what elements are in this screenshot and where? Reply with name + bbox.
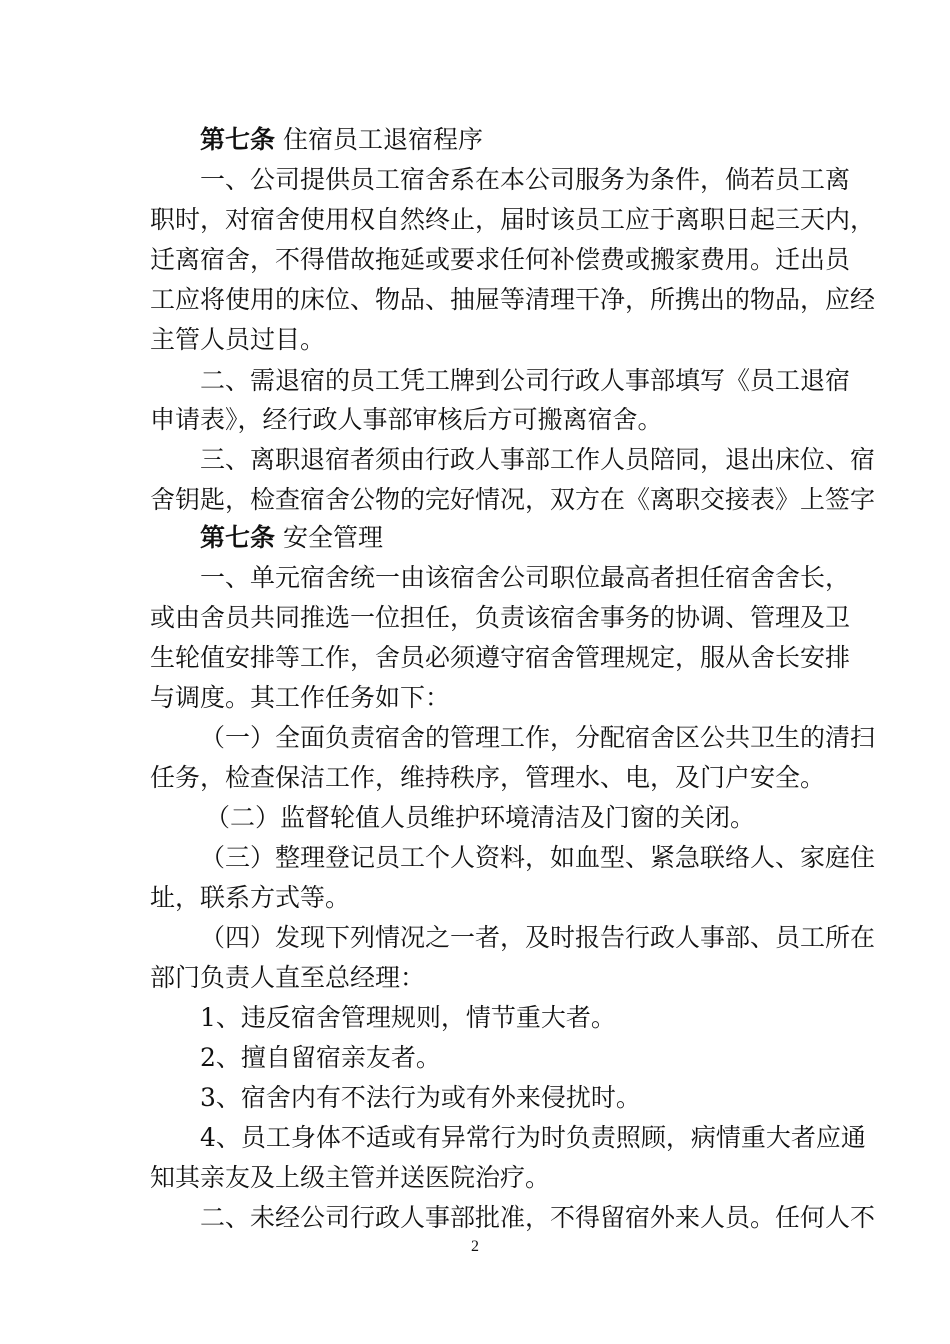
paragraph-line: 与调度。其工作任务如下： [150,683,451,712]
paragraph-line: 部门负责人直至总经理： [150,963,426,992]
paragraph-line: 舍钥匙，检查宿舍公物的完好情况，双方在《离职交接表》上签字 [150,485,876,514]
paragraph-line: 一、单元宿舍统一由该宿舍公司职位最高者担任宿舍舍长， [200,563,851,592]
list-item: 1、违反宿舍管理规则，情节重大者。 [200,1003,616,1032]
paragraph-line: （二）监督轮值人员维护环境清洁及门窗的关闭。 [205,803,756,832]
paragraph-line: 生轮值安排等工作，舍员必须遵守宿舍管理规定，服从舍长安排 [150,643,851,672]
paragraph-line: 迁离宿舍，不得借故拖延或要求任何补偿费或搬家费用。迁出员 [150,245,851,274]
paragraph-line: （三）整理登记员工个人资料，如血型、紧急联络人、家庭住 [200,843,876,872]
heading-title: 安全管理 [282,523,383,552]
section-heading [200,120,812,160]
paragraph-line: 或由舍员共同推选一位担任，负责该宿舍事务的协调、管理及卫 [150,603,851,632]
heading-number: 第七条 [200,125,276,154]
paragraph-line: 二、需退宿的员工凭工牌到公司行政人事部填写《员工退宿 [200,366,851,395]
paragraph-line: 二、未经公司行政人事部批准，不得留宿外来人员。任何人不 [200,1203,876,1232]
list-item: 2、擅自留宿亲友者。 [200,1043,441,1072]
page-number: 2 [471,1238,479,1255]
paragraph-line: （一）全面负责宿舍的管理工作，分配宿舍区公共卫生的清扫 [200,723,876,752]
paragraph-line: 工应将使用的床位、物品、抽屉等清理干净，所携出的物品，应经 [150,285,876,314]
paragraph-line: 三、离职退宿者须由行政人事部工作人员陪同，退出床位、宿 [200,445,876,474]
heading-number: 第七条 [200,523,276,552]
list-item: 3、宿舍内有不法行为或有外来侵扰时。 [200,1083,641,1112]
paragraph-line: （四）发现下列情况之一者，及时报告行政人事部、员工所在 [200,923,876,952]
paragraph-line: 址，联系方式等。 [150,883,351,912]
paragraph-line: 知其亲友及上级主管并送医院治疗。 [150,1163,551,1192]
heading-title: 住宿员工退宿程序 [282,125,483,154]
paragraph-line: 一、公司提供员工宿舍系在本公司服务为条件，倘若员工离 [200,165,851,194]
list-item: 4、员工身体不适或有异常行为时负责照顾，病情重大者应通 [200,1123,866,1152]
paragraph-line: 任务，检查保洁工作，维持秩序，管理水、电，及门户安全。 [150,763,826,792]
paragraph-line: 主管人员过目。 [150,325,326,354]
paragraph-line: 职时，对宿舍使用权自然终止，届时该员工应于离职日起三天内， [150,205,876,234]
paragraph-line: 申请表》，经行政人事部审核后方可搬离宿舍。 [150,405,663,434]
section-heading [200,518,812,558]
